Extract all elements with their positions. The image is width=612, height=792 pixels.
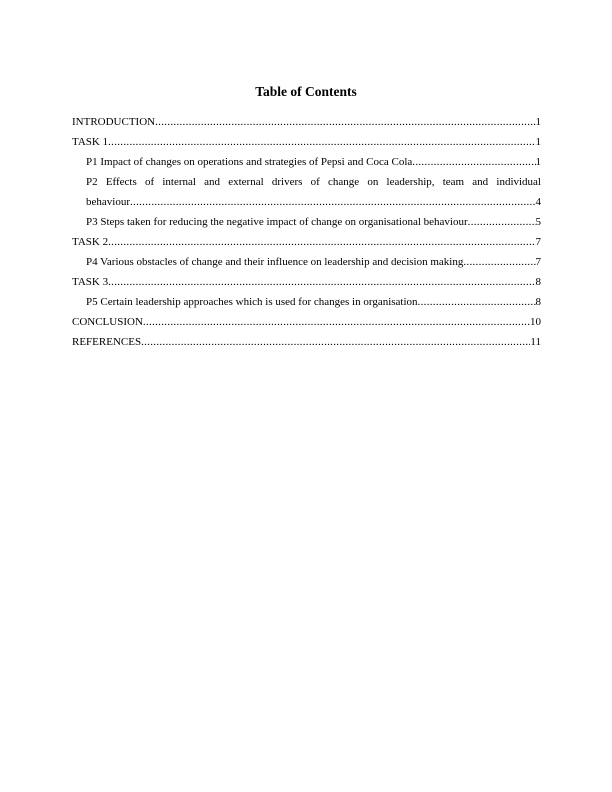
toc-entry-p4[interactable] xyxy=(72,252,541,272)
toc-page-number: 4 xyxy=(535,196,541,208)
dot-leader xyxy=(130,192,536,212)
toc-page-number: 7 xyxy=(535,236,541,248)
toc-entry-text: INTRODUCTION xyxy=(72,116,156,128)
toc-page-number: 11 xyxy=(530,336,541,348)
toc-entry-p1[interactable] xyxy=(72,152,541,172)
dot-leader xyxy=(155,112,535,132)
toc-entry-p5[interactable] xyxy=(72,292,541,312)
toc-entry-text: P4 Various obstacles of change and their influence on leadership and decision making xyxy=(86,256,464,268)
toc-entry-text: REFERENCES xyxy=(72,336,142,348)
toc-entry-task-2[interactable] xyxy=(72,232,541,252)
dot-leader xyxy=(108,232,535,252)
dot-leader xyxy=(463,252,535,272)
toc-entry-p2-line1[interactable] xyxy=(72,172,541,192)
dot-leader xyxy=(468,212,536,232)
toc-page-number: 7 xyxy=(535,256,541,268)
toc-entry-text: P2 Effects of internal and external drivers of change on leadership, team and individual xyxy=(86,176,541,188)
toc-page-number: 10 xyxy=(530,316,541,328)
toc-page-number: 8 xyxy=(535,296,541,308)
dot-leader xyxy=(412,152,535,172)
dot-leader xyxy=(141,332,530,352)
toc-entry-text: P1 Impact of changes on operations and strategies of Pepsi and Coca Cola xyxy=(86,156,413,168)
toc-entry-task-1[interactable] xyxy=(72,132,541,152)
toc-entry-task-3[interactable] xyxy=(72,272,541,292)
toc-entry-introduction[interactable] xyxy=(72,112,541,132)
toc-entry-p2-line2[interactable] xyxy=(72,192,541,212)
toc-entry-text: P5 Certain leadership approaches which is used for changes in organisation xyxy=(86,296,418,308)
toc-list xyxy=(72,112,541,352)
dot-leader xyxy=(108,272,535,292)
toc-entry-text: TASK 2 xyxy=(72,236,109,248)
toc-page-number: 1 xyxy=(535,136,541,148)
toc-entry-text: P3 Steps taken for reducing the negative impact of change on organisational behaviour xyxy=(86,216,468,228)
dot-leader xyxy=(143,312,530,332)
toc-page-number: 8 xyxy=(535,276,541,288)
toc-entry-text: CONCLUSION xyxy=(72,316,143,328)
toc-title: Table of Contents xyxy=(255,84,357,99)
dot-leader xyxy=(418,292,536,312)
toc-page-number: 1 xyxy=(535,116,541,128)
toc-page-number: 1 xyxy=(535,156,541,168)
toc-entry-references[interactable] xyxy=(72,332,541,352)
toc-entry-text: TASK 3 xyxy=(72,276,109,288)
toc-entry-p3[interactable] xyxy=(72,212,541,232)
toc-entry-text: behaviour xyxy=(86,196,130,208)
toc-entry-conclusion[interactable] xyxy=(72,312,541,332)
toc-entry-text: TASK 1 xyxy=(72,136,109,148)
dot-leader xyxy=(108,132,535,152)
toc-page-number: 5 xyxy=(535,216,541,228)
